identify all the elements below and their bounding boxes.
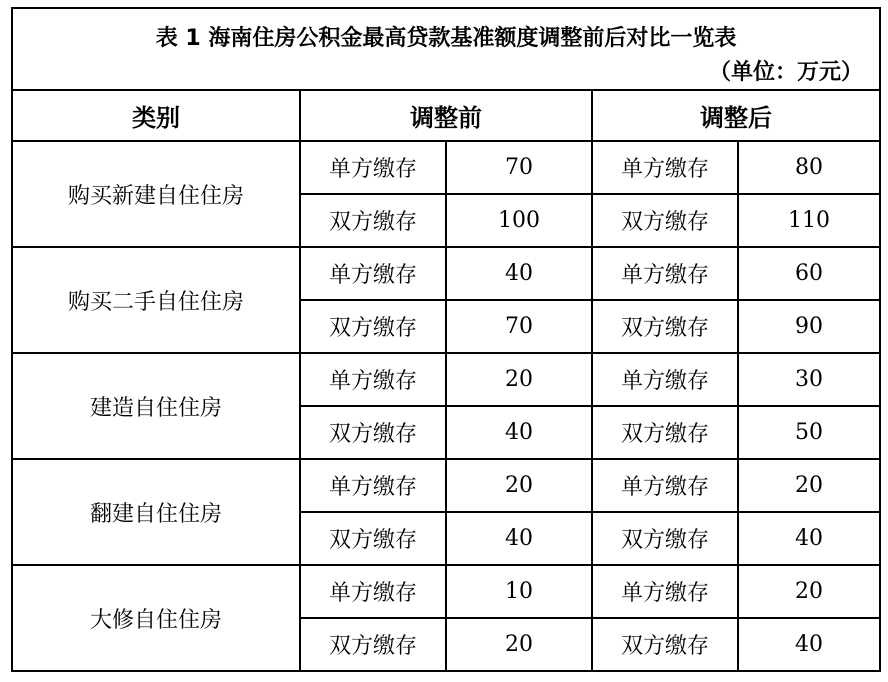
before-label-cell: 单方缴存: [300, 565, 446, 618]
after-value-cell: 80: [738, 141, 880, 194]
after-value-cell: 50: [738, 406, 880, 459]
category-cell: 翻建自住住房: [12, 459, 300, 565]
table-container: [11, 7, 881, 672]
before-value-cell: 100: [446, 194, 592, 247]
before-value-cell: 40: [446, 406, 592, 459]
table-row: [12, 141, 880, 194]
before-value-cell: 10: [446, 565, 592, 618]
table-title: 表 1 海南住房公积金最高贷款基准额度调整前后对比一览表: [155, 26, 737, 51]
after-value-cell: 110: [738, 194, 880, 247]
header-category: 类别: [12, 90, 300, 141]
category-cell: 建造自住住房: [12, 353, 300, 459]
before-value-cell: 20: [446, 618, 592, 671]
after-label-cell: 单方缴存: [592, 141, 738, 194]
after-value-cell: 40: [738, 512, 880, 565]
before-label-cell: 单方缴存: [300, 247, 446, 300]
before-label-cell: 单方缴存: [300, 459, 446, 512]
header-before: 调整前: [300, 90, 592, 141]
after-label-cell: 双方缴存: [592, 512, 738, 565]
before-value-cell: 70: [446, 300, 592, 353]
after-value-cell: 40: [738, 618, 880, 671]
loan-limit-table: [11, 7, 881, 672]
after-label-cell: 单方缴存: [592, 353, 738, 406]
after-value-cell: 20: [738, 565, 880, 618]
table-row: [12, 247, 880, 300]
after-value-cell: 60: [738, 247, 880, 300]
before-value-cell: 20: [446, 353, 592, 406]
before-label-cell: 双方缴存: [300, 618, 446, 671]
table-row: [12, 459, 880, 512]
before-value-cell: 70: [446, 141, 592, 194]
before-label-cell: 双方缴存: [300, 300, 446, 353]
category-cell: 购买二手自住住房: [12, 247, 300, 353]
after-label-cell: 单方缴存: [592, 247, 738, 300]
category-cell: 大修自住住房: [12, 565, 300, 671]
table-row: [12, 353, 880, 406]
unit-note: （单位：万元）: [709, 60, 864, 85]
after-label-cell: 双方缴存: [592, 194, 738, 247]
before-value-cell: 20: [446, 459, 592, 512]
before-label-cell: 单方缴存: [300, 353, 446, 406]
after-label-cell: 单方缴存: [592, 565, 738, 618]
after-label-cell: 双方缴存: [592, 406, 738, 459]
after-value-cell: 20: [738, 459, 880, 512]
before-label-cell: 单方缴存: [300, 141, 446, 194]
after-value-cell: 30: [738, 353, 880, 406]
category-cell: 购买新建自住住房: [12, 141, 300, 247]
header-row: [12, 90, 880, 141]
after-label-cell: 双方缴存: [592, 300, 738, 353]
before-label-cell: 双方缴存: [300, 406, 446, 459]
title-cell: [12, 8, 880, 90]
after-value-cell: 90: [738, 300, 880, 353]
after-label-cell: 单方缴存: [592, 459, 738, 512]
after-label-cell: 双方缴存: [592, 618, 738, 671]
before-value-cell: 40: [446, 247, 592, 300]
before-value-cell: 40: [446, 512, 592, 565]
before-label-cell: 双方缴存: [300, 512, 446, 565]
before-label-cell: 双方缴存: [300, 194, 446, 247]
header-after: 调整后: [592, 90, 880, 141]
table-row: [12, 565, 880, 618]
